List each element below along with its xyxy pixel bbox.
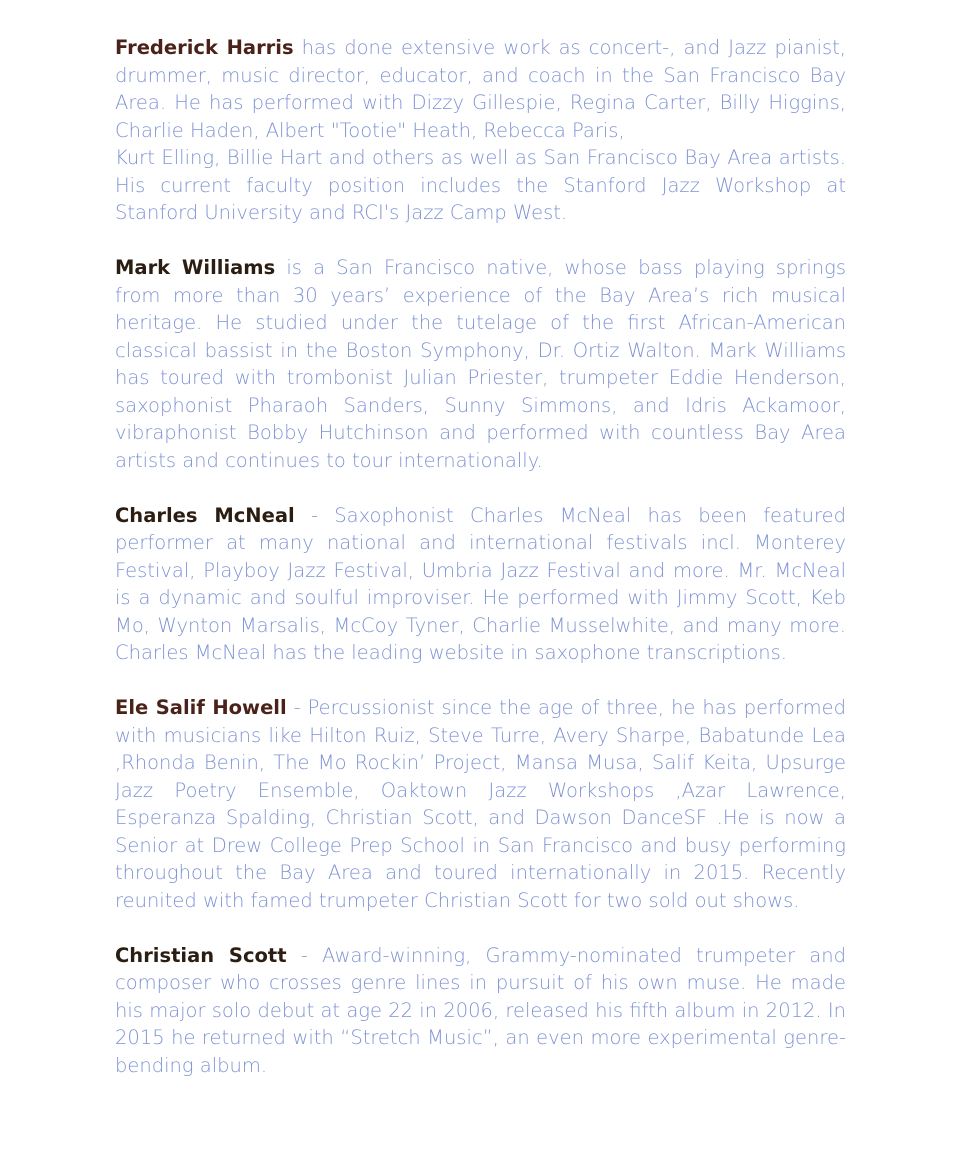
bios-container xyxy=(115,34,846,1107)
bio-frederick-harris xyxy=(115,34,846,227)
bio-text: - Award-winning, Grammy-nominated trumpeter and composer who crosses genre lines in pursuit of his own muse. He made his major solo debut at age 22 in 2006, released his fifth album in 2012. In 2015 he returned with “Stretch Music”, an even more experimental genre-bending album. xyxy=(115,943,846,1077)
bio-name: Christian Scott xyxy=(115,943,287,967)
bio-name: Mark Williams xyxy=(115,256,276,279)
bio-text: is a San Francisco native, whose bass playing springs from more than 30 years’ experience of the Bay Area’s rich musical heritage. He studied under the tutelage of the first African-American classical bassist in the Boston Symphony, Dr. Ortiz Walton. Mark Williams has toured with trombonist Julian Priester, trumpeter Eddie Henderson, saxophonist Pharaoh Sanders, Sunny Simmons, and Idris Ackamoor, vibraphonist Bobby Hutchinson and performed with countless Bay Area artists and continues to tour internationally. xyxy=(115,256,846,472)
bio-christian-scott xyxy=(115,942,846,1080)
bio-name: Frederick Harris xyxy=(115,36,294,59)
bio-ele-salif-howell xyxy=(115,694,846,914)
bio-text-continued: Kurt Elling, Billie Hart and others as well as San Francisco Bay Area artists. His current faculty position includes the Stanford Jazz Workshop at Stanford University and RCI's Jazz Camp West. xyxy=(115,146,846,224)
bio-charles-mcneal xyxy=(115,502,846,667)
bio-text: has done extensive work as concert-, and Jazz pianist, drummer, music director, educator, and coach in the San Francisco Bay Area. He has performed with Dizzy Gillespie, Regina Carter, Billy Higgins, Charlie Haden, Albert "Tootie" Heath, Rebecca Paris, xyxy=(115,36,846,142)
bio-name: Charles McNeal xyxy=(115,503,295,527)
bio-text: - Saxophonist Charles McNeal has been featured performer at many national and international festivals incl. Monterey Festival, Playboy Jazz Festival, Umbria Jazz Festival and more. Mr. McNeal is a dynamic and soulful improviser. He performed with Jimmy Scott, Keb Mo, Wynton Marsalis, McCoy Tyner, Charlie Musselwhite, and many more. Charles McNeal has the leading website in saxophone transcriptions. xyxy=(115,503,846,664)
bio-name: Ele Salif Howell xyxy=(115,696,287,719)
bio-mark-williams xyxy=(115,254,846,474)
bio-text: - Percussionist since the age of three, he has performed with musicians like Hilton Ruiz, Steve Turre, Avery Sharpe, Babatunde Lea ,Rhonda Benin, The Mo Rockin’ Project, Mansa Musa, Salif Keita, Upsurge Jazz Poetry Ensemble, Oaktown Jazz Workshops ,Azar Lawrence, Esperanza Spalding, Christian Scott, and Dawson DanceSF .He is now a Senior at Drew College Prep School in San Francisco and busy performing throughout the Bay Area and toured internationally in 2015. Recently reunited with famed trumpeter Christian Scott for two sold out shows. xyxy=(115,696,846,912)
